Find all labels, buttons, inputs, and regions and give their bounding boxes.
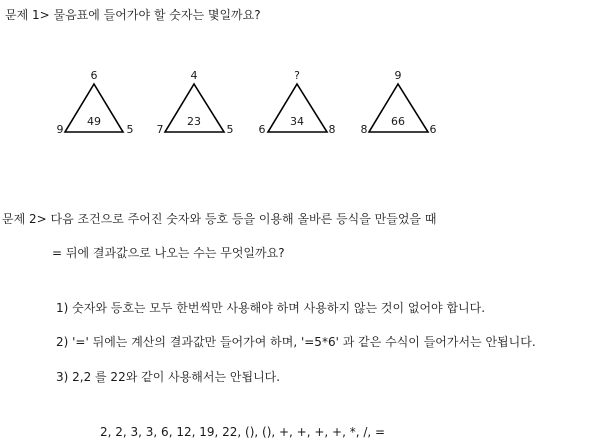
triangle-3-left: 6 <box>258 123 266 136</box>
triangle-4-center: 66 <box>391 115 405 128</box>
triangle-4-left: 8 <box>360 123 368 136</box>
given-items: 2, 2, 3, 3, 6, 12, 19, 22, (), (), +, +, +, +, *, /, = <box>100 425 386 439</box>
triangle-1-center: 49 <box>87 115 101 128</box>
triangle-3-right: 8 <box>328 123 336 136</box>
triangle-2-center: 23 <box>187 115 201 128</box>
rule-2: 2) '=' 뒤에는 계산의 결과값만 들어가여 하며, '=5*6' 과 같은 수식이 들어가서는 안됩니다. <box>56 335 536 349</box>
triangle-4-right: 6 <box>429 123 437 136</box>
problem1-title: 문제 1> 물음표에 들어가야 할 숫자는 몇일까요? <box>5 8 261 22</box>
triangle-2-left: 7 <box>156 123 164 136</box>
triangle-1-right: 5 <box>126 123 134 136</box>
problem2-subtitle: = 뒤에 결과값으로 나오는 수는 무엇일까요? <box>52 246 285 260</box>
triangle-3-center: 34 <box>290 115 304 128</box>
triangle-1-top: 6 <box>90 69 98 82</box>
problem2-title: 문제 2> 다음 조건으로 주어진 숫자와 등호 등을 이용해 올바른 등식을 만들었을 때 <box>2 212 437 226</box>
rule-3: 3) 2,2 를 22와 같이 사용해서는 안됩니다. <box>56 370 281 384</box>
triangle-1-left: 9 <box>56 123 64 136</box>
triangle-3-top: ? <box>294 69 300 82</box>
triangle-2-right: 5 <box>226 123 234 136</box>
rule-1: 1) 숫자와 등호는 모두 한번씩만 사용해야 하며 사용하지 않는 것이 없어야 합니다. <box>56 301 486 315</box>
triangle-4-top: 9 <box>394 69 402 82</box>
triangle-2-top: 4 <box>190 69 198 82</box>
triangle-puzzle <box>0 0 604 160</box>
